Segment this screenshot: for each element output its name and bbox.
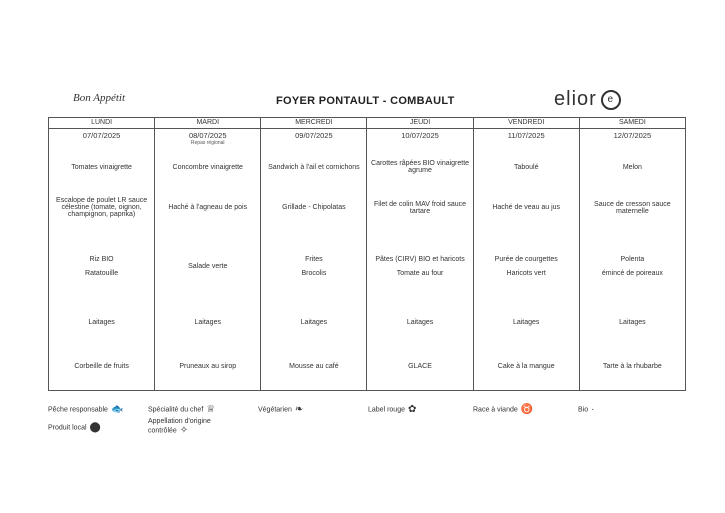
menu-item: Sauce de cresson sauce maternelle <box>579 185 685 232</box>
menu-header <box>48 86 688 116</box>
legend-item <box>48 404 123 415</box>
menu-item: Melon <box>579 150 685 185</box>
legend-item <box>48 422 101 433</box>
day-name: MERCREDI <box>261 118 367 129</box>
day-date-cell <box>261 128 367 150</box>
menu-item: Grillade - Chipolatas <box>261 185 367 232</box>
label-rouge-icon: ✿ <box>407 404 417 415</box>
elior-logo-text: elior <box>554 88 597 110</box>
bio-icon: · <box>591 404 595 415</box>
legend-label: Produit local <box>48 424 87 432</box>
legend-label: Race à viande <box>473 406 518 414</box>
day-date: 07/07/2025 <box>82 130 121 140</box>
menu-item: Laitages <box>261 301 367 343</box>
dessert-row <box>49 343 686 390</box>
menu-item: Corbeille de fruits <box>49 343 155 390</box>
day-date: 12/07/2025 <box>613 130 652 140</box>
legend-label: Appellation d'origine contrôlée <box>148 418 211 435</box>
menu-item: Carottes râpées BIO vinaigrette agrume <box>367 150 473 185</box>
menu-item: Polenta émincé de poireaux <box>579 231 685 301</box>
menu-item: Tomates vinaigrette <box>49 150 155 185</box>
day-date: 11/07/2025 <box>507 130 545 140</box>
menu-item: Concombre vinaigrette <box>155 150 261 185</box>
elior-logo <box>554 88 621 111</box>
elior-emblem-icon: e <box>601 90 621 110</box>
legend-item <box>368 404 416 415</box>
day-date-cell <box>579 128 685 150</box>
day-name: JEUDI <box>367 118 473 129</box>
day-date-cell <box>473 128 579 150</box>
legend-label: Bio <box>578 406 589 414</box>
day-date-cell <box>155 128 261 150</box>
menu-item: Laitages <box>155 301 261 343</box>
menu-item: Pâtes (CIRV) BIO et haricots Tomate au four <box>367 231 473 301</box>
date-row <box>49 128 686 150</box>
side-dish-row <box>49 231 686 301</box>
starter-row <box>49 150 686 185</box>
menu-item: Laitages <box>49 301 155 343</box>
main-dish-row <box>49 185 686 232</box>
menu-item: Salade verte <box>155 231 261 301</box>
day-date-cell <box>49 128 155 150</box>
brand-text: Bon Appétit <box>73 92 126 104</box>
menu-item: Sandwich à l'ail et cornichons <box>261 150 367 185</box>
day-date: 10/07/2025 <box>401 130 439 140</box>
legend-item <box>148 404 215 415</box>
page-title: FOYER PONTAULT - COMBAULT <box>276 95 455 107</box>
legend-item <box>473 404 533 415</box>
menu-item: Cake à la mangue <box>473 343 579 390</box>
menu-item: GLACE <box>367 343 473 390</box>
day-header-row <box>49 118 686 129</box>
cow-icon: ♉ <box>520 404 534 415</box>
weekly-menu-table <box>48 117 686 391</box>
chef-hat-icon: ♕ <box>206 404 216 415</box>
dairy-row <box>49 301 686 343</box>
legend-item <box>148 418 238 436</box>
legend-item <box>258 404 303 415</box>
day-name: VENDREDI <box>473 118 579 129</box>
menu-item: Frites Brocolis <box>261 231 367 301</box>
menu-item: Laitages <box>367 301 473 343</box>
menu-item: Riz BIO Ratatouille <box>49 231 155 301</box>
legend-item <box>578 404 594 415</box>
legend-label: Végétarien <box>258 406 292 414</box>
day-name: SAMEDI <box>579 118 685 129</box>
fish-icon: 🐟 <box>110 404 124 415</box>
menu-item: Laitages <box>473 301 579 343</box>
menu-item: Haché de veau au jus <box>473 185 579 232</box>
menu-item: Escalope de poulet LR sauce célestine (tomate, oignon, champignon, paprika) <box>49 185 155 232</box>
leaf-icon: ❧ <box>294 404 304 415</box>
aoc-icon: ✧ <box>179 425 189 436</box>
menu-item: Taboulé <box>473 150 579 185</box>
location-pin-icon: ⬤ <box>89 422 101 433</box>
menu-item: Haché à l'agneau de pois <box>155 185 261 232</box>
day-name: MARDI <box>155 118 261 129</box>
menu-item: Laitages <box>579 301 685 343</box>
menu-item: Purée de courgettes Haricots vert <box>473 231 579 301</box>
menu-item: Tarte à la rhubarbe <box>579 343 685 390</box>
day-date: 09/07/2025 <box>295 130 333 140</box>
menu-item: Filet de colin MAV froid sauce tartare <box>367 185 473 232</box>
bon-appetit-logo <box>73 92 125 104</box>
menu-item: Pruneaux au sirop <box>155 343 261 390</box>
day-date: 08/07/2025 <box>188 130 227 140</box>
menu-item: Mousse au café <box>261 343 367 390</box>
day-name: LUNDI <box>49 118 155 129</box>
legend-label: Label rouge <box>368 406 405 414</box>
legend-label: Pêche responsable <box>48 406 108 414</box>
legend-label: Spécialité du chef <box>148 406 204 414</box>
day-date-cell <box>367 128 473 150</box>
day-note: Repas régional <box>190 139 225 146</box>
